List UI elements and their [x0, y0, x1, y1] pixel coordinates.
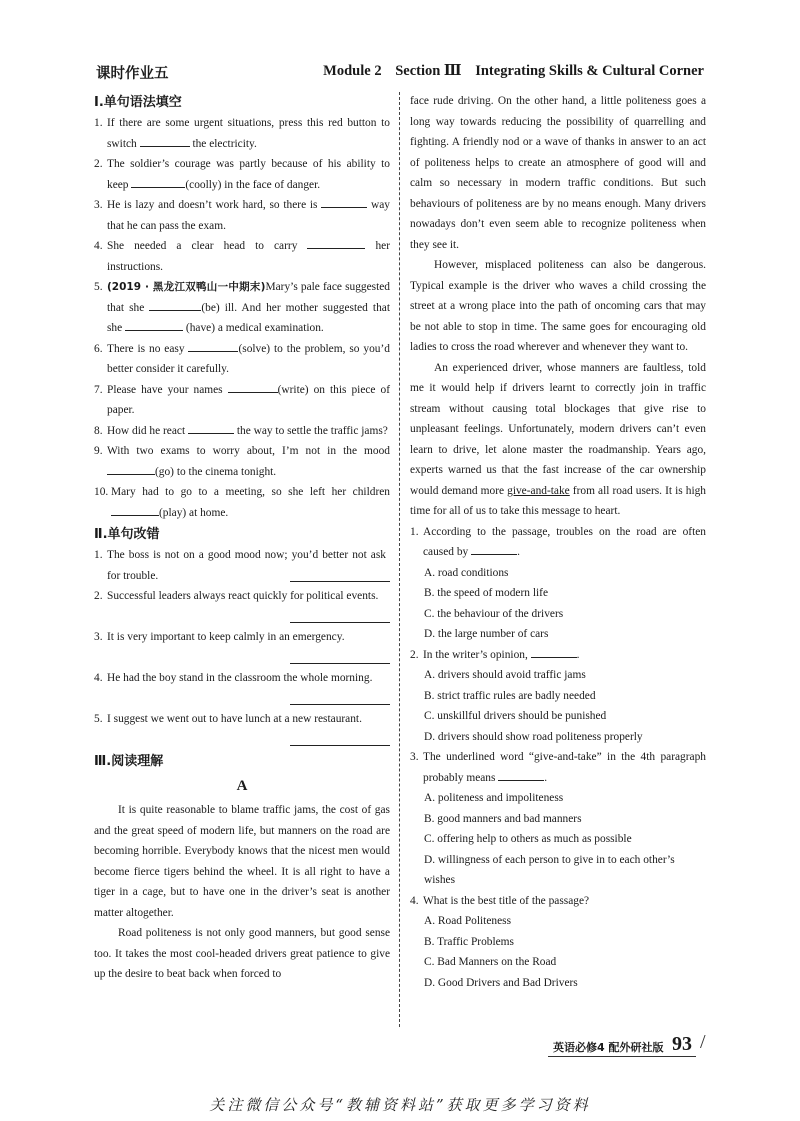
- q2-option-c[interactable]: C. unskillful drivers should be punished: [424, 710, 607, 722]
- answer-blank[interactable]: [111, 503, 159, 516]
- footer-rule: [548, 1056, 696, 1057]
- question-2: 2. In the writer’s opinion, .: [410, 645, 706, 666]
- fill-item-5: 5. (2019 · 黑龙江双鸭山一中期末)Mary’s pale face suggested that she (be) ill. And her mother suggested that she (have) a medical examination.: [94, 281, 390, 334]
- q4-option-d[interactable]: D. Good Drivers and Bad Drivers: [424, 976, 578, 989]
- q2-option-b[interactable]: B. strict traffic rules are badly needed: [424, 689, 596, 702]
- q4-option-b[interactable]: B. Traffic Problems: [424, 935, 514, 948]
- q3-option-a[interactable]: A. politeness and impoliteness: [424, 792, 564, 804]
- page-number: 93: [672, 1033, 692, 1055]
- q2-option-a[interactable]: A. drivers should avoid traffic jams: [424, 669, 586, 681]
- header-module-info: [323, 62, 704, 80]
- source-tag: (2019 · 黑龙江双鸭山一中期末): [107, 281, 266, 293]
- answer-blank[interactable]: [149, 298, 201, 311]
- footer-slash-decoration: /: [700, 1031, 706, 1053]
- fill-item-8: 8. How did he react the way to settle the traffic jams?: [94, 421, 390, 442]
- q1-option-a[interactable]: A. road conditions: [424, 566, 509, 579]
- section-2-title: Ⅱ.单句改错: [94, 527, 160, 542]
- answer-blank[interactable]: [140, 134, 190, 147]
- header-module: Module 2: [323, 63, 382, 79]
- fill-item-7: 7. Please have your names (write) on this piece of paper.: [94, 380, 390, 421]
- passage-paragraph-1: It is quite reasonable to blame traffic jams, the cost of gas and the great speed of modern life, but manners on the road are becoming horrible. Everybody knows that the nicest men would become fierce tigers behind the wheel. It is all right to have a tiger in a cage, but to have one in the driver’s seat is another matter altogether.: [94, 804, 390, 919]
- correction-item-3: 3. It is very important to keep calmly in an emergency.: [94, 627, 390, 668]
- answer-blank[interactable]: [498, 768, 544, 781]
- answer-line[interactable]: [290, 704, 390, 705]
- answer-blank[interactable]: [188, 421, 234, 434]
- passage-paragraph-4: An experienced driver, whose manners are faultless, told me it would help if drivers learnt to correctly join in traffic stream without causing total blockages that give rise to unpleasant feelings. Unfortunately, modern drivers can’t even learn to drive, let alone master the roadmanship. Years ago, experts warned us that the fast increase of the car ownership would demand more give-and-take from all road users. It is high time for all of us to take this message to heart.: [410, 361, 707, 517]
- question-1: 1. According to the passage, troubles on the road are often caused by .: [410, 525, 706, 558]
- q1-option-d[interactable]: D. the large number of cars: [424, 628, 549, 640]
- correction-item-2: 2. Successful leaders always react quickly for political events.: [94, 586, 390, 627]
- answer-blank[interactable]: [307, 236, 365, 249]
- left-column: [94, 91, 390, 985]
- fill-item-9: 9. With two exams to worry about, I’m not in the mood (go) to the cinema tonight.: [94, 445, 390, 478]
- answer-blank[interactable]: [531, 645, 577, 658]
- correction-item-1: 1. The boss is not on a good mood now; you’d better not ask for trouble.: [94, 545, 390, 586]
- section-3-title: Ⅲ.阅读理解: [94, 754, 164, 769]
- q3-option-c[interactable]: C. offering help to others as much as possible: [424, 833, 632, 845]
- answer-blank[interactable]: [107, 462, 155, 475]
- q3-option-d[interactable]: D. willingness of each person to give in to each other’s wishes: [424, 853, 675, 886]
- answer-line[interactable]: [290, 663, 390, 664]
- header-section: Section Ⅲ: [395, 63, 462, 79]
- passage-paragraph-2-start: Road politeness is not only good manners, but good sense too. It takes the most cool-headed drivers great patience to give up the desire to beat back when forced to: [94, 927, 390, 980]
- bottom-watermark-note: 关注微信公众号“教辅资料站”获取更多学习资料: [209, 1096, 591, 1114]
- answer-blank[interactable]: [471, 542, 517, 555]
- fill-item-1: 1. If there are some urgent situations, press this red button to switch the electricity.: [94, 117, 390, 150]
- answer-line[interactable]: [290, 745, 390, 746]
- answer-line[interactable]: [290, 622, 390, 623]
- q4-option-c[interactable]: C. Bad Manners on the Road: [424, 956, 557, 968]
- section-1-title: Ⅰ.单句语法填空: [94, 95, 182, 110]
- correction-item-5: 5. I suggest we went out to have lunch at a new restaurant.: [94, 709, 390, 750]
- q1-option-b[interactable]: B. the speed of modern life: [424, 587, 548, 599]
- passage-paragraph-2-end: face rude driving. On the other hand, a little politeness goes a long way towards reducing the possibility of quarrelling and fighting. A friendly nod or a wave of thanks in answer to an act of politeness helps to create an atmosphere of good will and calm so necessary in modern traffic conditions. But such behaviours of politeness are by no means enough. Many drivers nowadays don’t even seem able to recognize politeness when they see it.: [410, 95, 706, 251]
- fill-item-2: 2. The soldier’s courage was partly because of his ability to keep (coolly) in the face of danger.: [94, 158, 390, 191]
- answer-blank[interactable]: [321, 195, 367, 208]
- answer-blank[interactable]: [125, 318, 183, 331]
- fill-item-3: 3. He is lazy and doesn’t work hard, so there is way that he can pass the exam.: [94, 195, 390, 236]
- q1-option-c[interactable]: C. the behaviour of the drivers: [424, 607, 564, 620]
- underlined-word: give-and-take: [507, 484, 570, 497]
- fill-item-4: 4. She needed a clear head to carry her instructions.: [94, 236, 390, 277]
- question-3: 3. The underlined word “give-and-take” in the 4th paragraph probably means .: [410, 751, 706, 784]
- q2-option-d[interactable]: D. drivers should show road politeness properly: [424, 730, 643, 743]
- passage-paragraph-3: However, misplaced politeness can also be dangerous. Typical example is the driver who waves a child crossing the street at a wrong place into the path of oncoming cars that may be not able to stop in time. The same goes for encouraging old ladies to cross the road wherever and whenever they want to.: [410, 259, 706, 353]
- fill-item-10: 10. Mary had to go to a meeting, so she left her children (play) at home.: [94, 486, 390, 519]
- header-title: 课时作业五: [96, 66, 169, 82]
- header-topic: Integrating Skills & Cultural Corner: [475, 63, 704, 79]
- page-header: [96, 62, 704, 84]
- correction-item-4: 4. He had the boy stand in the classroom the whole morning.: [94, 668, 390, 709]
- q4-option-a[interactable]: A. Road Politeness: [424, 915, 512, 927]
- answer-blank[interactable]: [188, 339, 238, 352]
- passage-label: A: [236, 778, 248, 794]
- question-4: 4. What is the best title of the passage?: [410, 894, 590, 907]
- q3-option-b[interactable]: B. good manners and bad manners: [424, 812, 582, 825]
- column-divider: [399, 92, 400, 1027]
- right-column: [410, 91, 706, 993]
- answer-blank[interactable]: [131, 175, 185, 188]
- fill-item-6: 6. There is no easy (solve) to the problem, so you’d better consider it carefully.: [94, 339, 390, 380]
- answer-line[interactable]: [290, 581, 390, 582]
- answer-blank[interactable]: [228, 380, 278, 393]
- footer-book-title: 英语必修4 配外研社版: [553, 1041, 664, 1054]
